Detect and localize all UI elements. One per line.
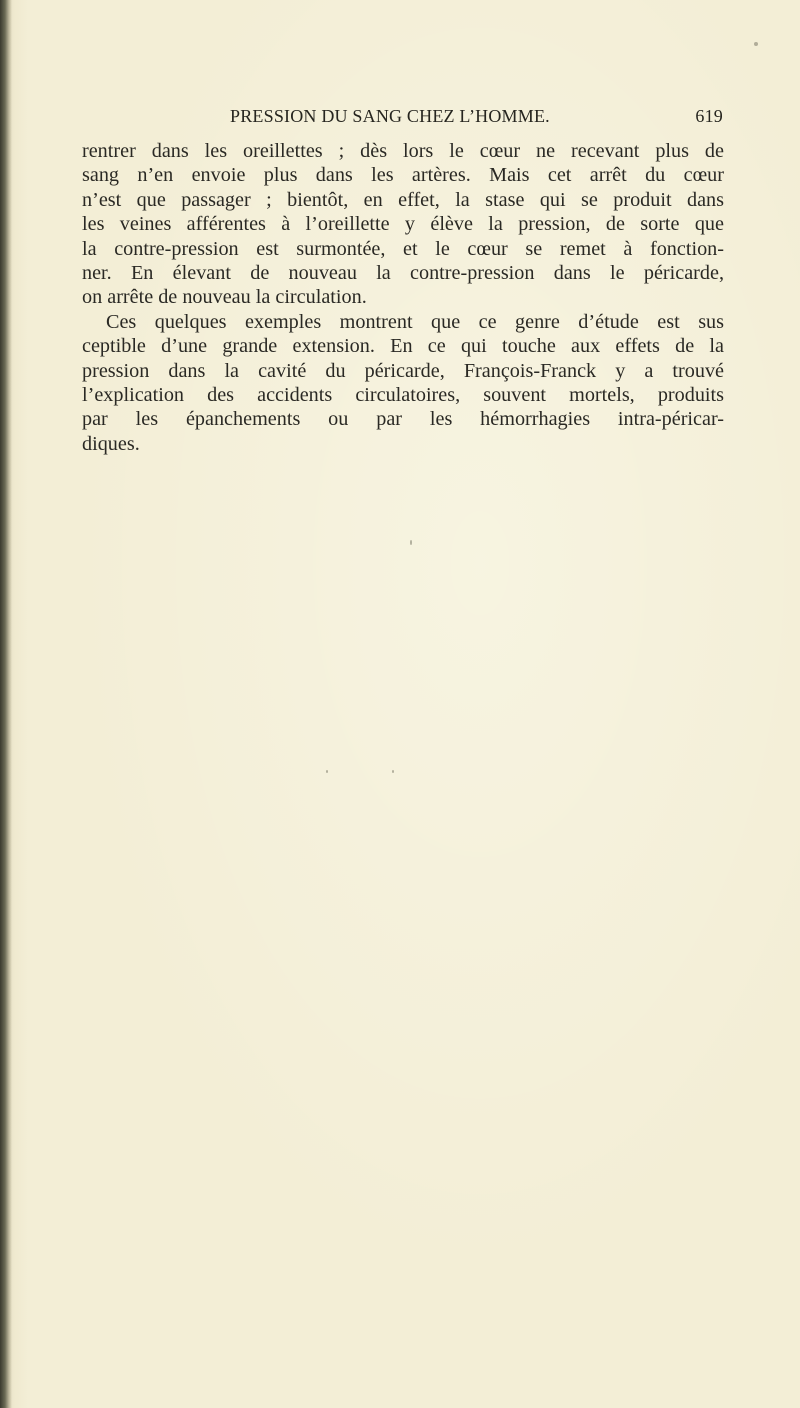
running-title: PRESSION DU SANG CHEZ L’HOMME. [230, 106, 550, 126]
body-text [82, 139, 724, 456]
page-number: 619 [695, 106, 723, 126]
paper-speck [410, 540, 412, 545]
paragraph-1 [82, 139, 724, 310]
binding-edge [0, 0, 12, 1408]
text-line: on arrête de nouveau la circulation. [82, 286, 367, 309]
text-line: rentrer dans les oreillettes ; dès lors le cœur ne recevant plus de [82, 140, 724, 162]
text-line: diques. [82, 432, 140, 455]
paper-speck [392, 770, 394, 773]
running-head [82, 106, 723, 136]
text-line: par les épanchements ou par les hémorrhagies intra-péricar- [82, 408, 724, 431]
paper-speck [326, 770, 328, 773]
text-line: la contre-pression est surmontée, et le cœur se remet à fonction- [82, 237, 724, 260]
paper-speck [754, 42, 758, 46]
text-line: ceptible d’une grande extension. En ce qui touche aux effets de la [82, 335, 724, 358]
text-line: pression dans la cavité du péricarde, François-Franck y a trouvé [82, 359, 724, 382]
text-line: les veines afférentes à l’oreillette y élève la pression, de sorte que [82, 213, 724, 236]
text-line: ner. En élevant de nouveau la contre-pression dans le péricarde, [82, 261, 724, 284]
text-line: n’est que passager ; bientôt, en effet, la stase qui se produit dans [82, 188, 724, 211]
paragraph-2 [82, 310, 724, 456]
text-line: Ces quelques exemples montrent que ce genre d’étude est sus [106, 310, 724, 333]
text-line: l’explication des accidents circulatoires, souvent mortels, produits [82, 383, 724, 406]
text-line: sang n’en envoie plus dans les artères. Mais cet arrêt du cœur [82, 164, 724, 187]
